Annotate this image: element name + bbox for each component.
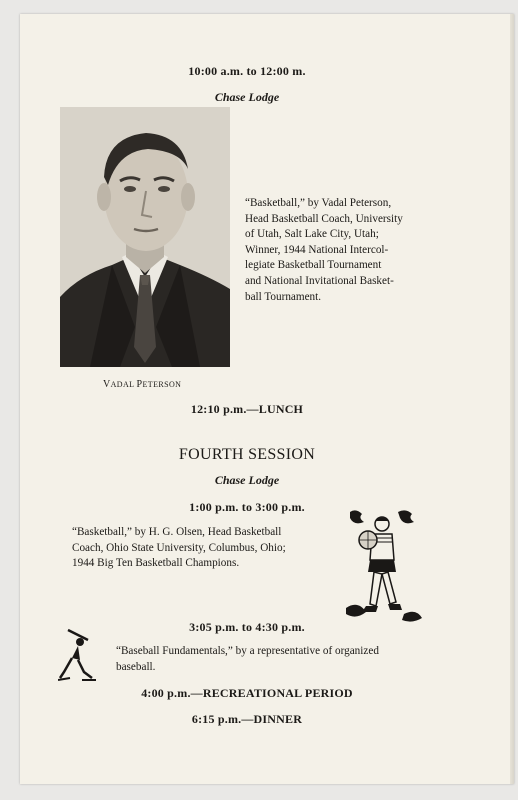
basketball-talk [72, 525, 334, 572]
caption-first-initial: V [103, 379, 111, 390]
baseball-player-icon [58, 628, 98, 684]
morning-venue: Chase Lodge [214, 90, 280, 104]
program-page [20, 14, 514, 784]
morning-time: 10:00 a.m. to 12:00 m. [188, 64, 306, 78]
basketball-player-icon [346, 508, 426, 633]
morning-talk-line: ball Tournament. [245, 290, 322, 303]
dinner-time: 6:15 p.m.—DINNER [191, 712, 303, 726]
morning-talk-line: “Basketball,” by Vadal Peterson, [245, 197, 392, 209]
session-title: FOURTH SESSION [178, 446, 316, 463]
basketball-talk-line: 1944 Big Ten Basketball Champions. [72, 557, 240, 570]
baseball-talk-line: “Baseball Fundamentals,” by a representative of organized [116, 645, 379, 657]
session-venue: Chase Lodge [214, 473, 280, 487]
recreation-time: 4:00 p.m.—RECREATIONAL PERIOD [141, 686, 353, 700]
baseball-talk [116, 644, 418, 675]
basketball-talk-line: “Basketball,” by H. G. Olsen, Head Basketball [72, 526, 282, 538]
basketball-talk-line: Coach, Ohio State University, Columbus, Ohio; [72, 541, 286, 554]
morning-talk-line: and National Invitational Basket- [245, 274, 394, 287]
speaker-photo [60, 107, 230, 367]
morning-talk-line: Winner, 1944 National Intercol- [245, 243, 389, 256]
morning-talk-line: Head Basketball Coach, University [245, 212, 403, 225]
lunch-time: 12:10 p.m.—LUNCH [190, 402, 304, 416]
morning-talk [245, 196, 417, 305]
morning-talk-line: of Utah, Salt Lake City, Utah; [245, 228, 379, 241]
morning-talk-line: legiate Basketball Tournament [245, 259, 382, 272]
baseball-talk-line: baseball. [116, 660, 156, 673]
caption-first-rest: ADAL [110, 380, 137, 389]
session-time-1: 1:00 p.m. to 3:00 p.m. [189, 500, 305, 514]
page-edge [510, 14, 514, 784]
caption-last-initial: P [136, 379, 143, 390]
photo-caption [103, 379, 181, 390]
caption-last-rest: ETERSON [142, 380, 182, 389]
session-time-2: 3:05 p.m. to 4:30 p.m. [189, 620, 305, 634]
